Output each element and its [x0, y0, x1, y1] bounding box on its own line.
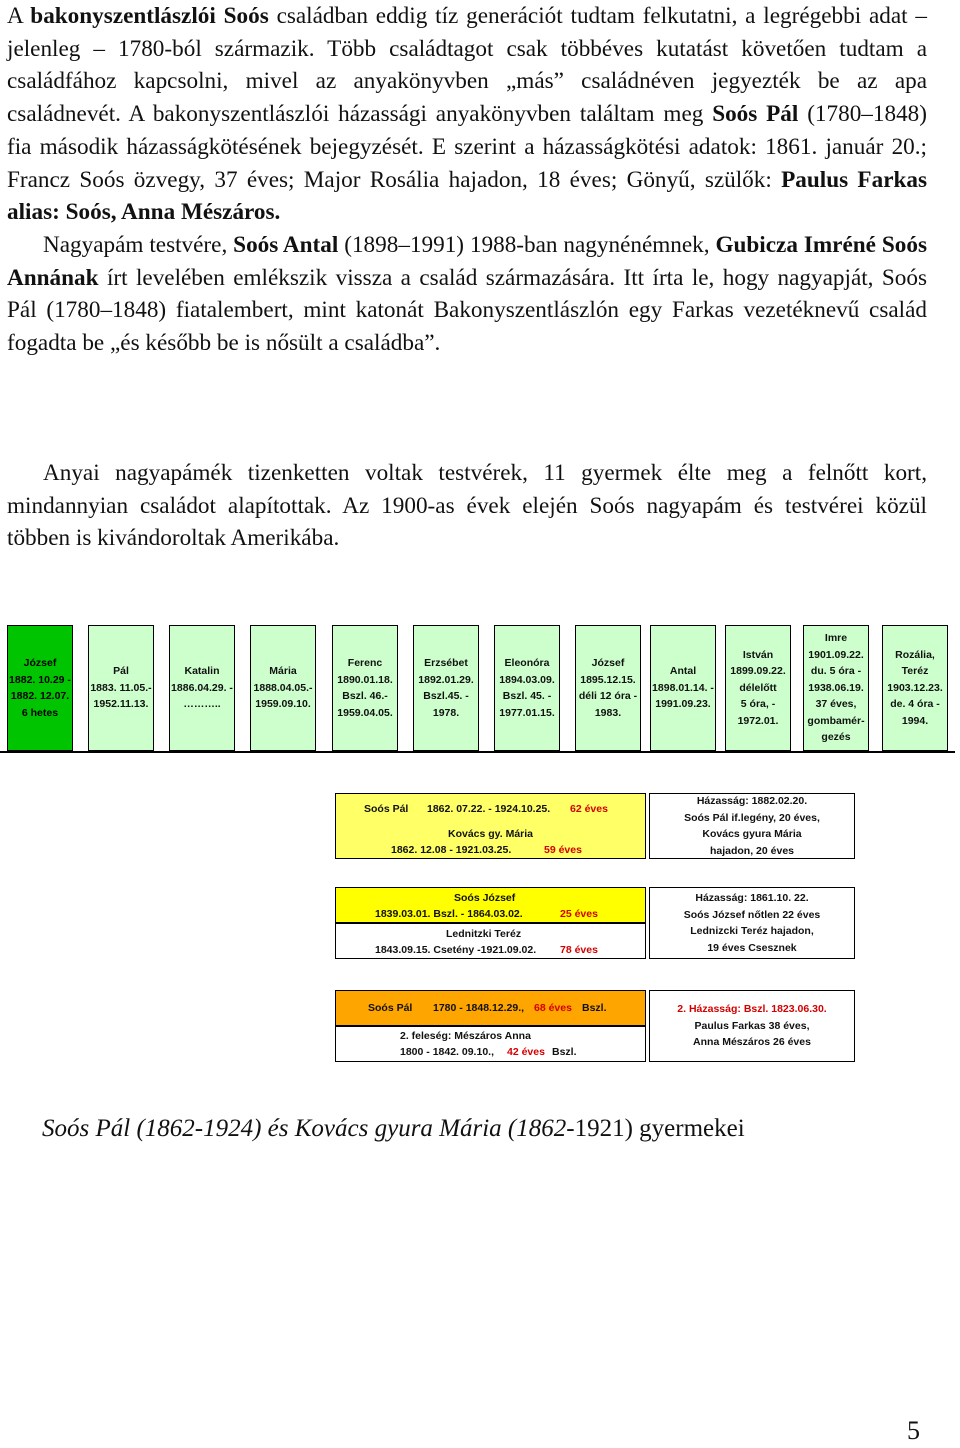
child-box-jozsef-1895: József 1895.12.15. déli 12 óra - 1983.	[575, 625, 641, 751]
gen1-marriage-box	[649, 793, 855, 859]
gen3-marriage-box	[649, 990, 855, 1062]
child-box-eleonora: Eleonóra 1894.03.09. Bszl. 45. - 1977.01.15.	[494, 625, 560, 751]
bold-run: bakonyszentlászlói Soós	[30, 3, 269, 29]
text-run: Nagyapám testvére,	[43, 231, 234, 258]
gen2-husband-box	[335, 887, 646, 923]
marriage-line: Anna Mészáros 26 éves	[693, 1036, 811, 1049]
gen1-spouse-age: 59 éves	[544, 844, 582, 856]
child-box-ferenc: Ferenc 1890.01.18. Bszl. 46.- 1959.04.05.	[332, 625, 398, 751]
paragraph-text: Anyai nagyapámék tizenketten voltak testvérek, 11 gyermek élte meg a felnőtt kort, mindannyian családot alapítottak. Az 1900-as évek elején Soós nagyapám és testvérei közül többen is kivándoroltak Amerikába.	[7, 460, 927, 552]
child-box-rozalia: Rozália, Teréz 1903.12.23. de. 4 óra - 1994.	[882, 625, 948, 751]
gen1-dates: 1862. 07.22. - 1924.10.25.	[427, 803, 551, 815]
caption-tail: -1921) gyermekei	[566, 1115, 745, 1142]
page-number: 5	[907, 1416, 920, 1445]
marriage-line: hajadon, 20 éves	[709, 844, 795, 857]
gen3-husband-box	[335, 990, 646, 1026]
gen1-age: 62 éves	[570, 803, 608, 815]
gen2-dates: 1839.03.01. Bszl. - 1864.03.02.	[375, 908, 523, 920]
text-run: (1898–1991) 1988-ban nagynénémnek,	[338, 231, 716, 258]
intro-paragraph	[7, 0, 927, 360]
child-box-katalin: Katalin 1886.04.29. - ………..	[169, 625, 235, 751]
child-box-pal: Pál 1883. 11.05.- 1952.11.13.	[88, 625, 154, 751]
gen2-marriage-box	[649, 887, 855, 959]
gen1-spouse: Kovács gy. Mária	[448, 828, 534, 840]
gen1-couple-box	[335, 793, 646, 859]
emigration-paragraph	[7, 457, 927, 555]
gen3-name: Soós Pál	[368, 1002, 413, 1014]
bold-run: Soós Pál	[712, 101, 799, 128]
gen2-age: 25 éves	[560, 908, 598, 920]
bold-run: Soós Antal	[233, 231, 339, 258]
marriage-line: Kovács gyura Mária	[702, 828, 802, 840]
gen2-spouse: Lednitzki Teréz	[446, 928, 522, 940]
gen1-name: Soós Pál	[364, 803, 409, 815]
bold-run: Gubicza Imréné Soós Annának	[7, 231, 927, 291]
gen3-wife-box	[335, 1026, 646, 1062]
child-box-jozsef-1882: József 1882. 10.29 - 1882. 12.07. 6 hetes	[7, 625, 73, 751]
marriage-line: Paulus Farkas 38 éves,	[694, 1019, 810, 1032]
text-run: A	[7, 3, 31, 29]
child-box-maria: Mária 1888.04.05.- 1959.09.10.	[250, 625, 316, 751]
marriage-line: 19 éves Csesznek	[707, 941, 797, 954]
connector-line	[0, 751, 955, 753]
figure-caption	[42, 1115, 745, 1143]
letter-paragraph	[7, 229, 927, 360]
text-run: írt levelében emlékszik vissza a család származására. Itt írta le, hogy nagyapját, Soós Pál (1780–1848) fiatalembert, mint katonát Bakonyszentlászlón egy Farkas vezetéknevű család fogadta be „és később be is nősült a családba”.	[7, 264, 927, 357]
child-box-istvan: István 1899.09.22. délelőtt 5 óra, - 1972.01.	[725, 625, 791, 751]
marriage-line: Soós József nőtlen 22 éves	[683, 908, 821, 921]
child-box-imre: Imre 1901.09.22. du. 5 óra - 1938.06.19. 37 éves, gombamér- gezés	[803, 625, 869, 751]
text-run: (1780–1848) fia második házasságkötésének bejegyzését. E szerint a házasságkötési adatok: 1861. január 20.; Francz Soós özvegy, 37 éves; Major Rosália hajadon, 18 éves; Gönyű, szülők:	[7, 101, 927, 193]
gen2-spouse-dates: 1843.09.15. Csetény -1921.09.02.	[375, 944, 537, 956]
marriage-line: Soós Pál if.legény, 20 éves,	[684, 811, 820, 824]
child-box-erzsebet: Erzsébet 1892.01.29. Bszl.45. - 1978.	[413, 625, 479, 751]
marriage-line: Lednizcki Teréz hajadon,	[690, 925, 814, 937]
marriage-line: Házasság: 1861.10. 22.	[695, 892, 809, 904]
gen3-spouse-dates: 1800 - 1842. 09.10.,	[400, 1046, 494, 1058]
gen3-age: 68 éves	[534, 1002, 572, 1014]
gen2-name: Soós József	[454, 892, 516, 904]
child-box-antal: Antal 1898.01.14. - 1991.09.23.	[650, 625, 716, 751]
bold-run: Paulus Farkas alias: Soós, Anna Mészáros.	[7, 166, 927, 226]
text-run: családban eddig tíz generációt tudtam felkutatni, a legrégebbi adat – jelenleg – 1780-ból származik. Több családtagot csak többéves kutatást követően tudtam a családfához kapcsolni, mivel az anyakönyvben „más” családnéven jegyezték be az apa családnevét. A bakonyszentlászlói házassági anyakönyvben találtam meg	[7, 3, 927, 128]
caption-italic: Soós Pál (1862-1924) és Kovács gyura Mária (1862	[42, 1115, 567, 1142]
gen2-spouse-age: 78 éves	[560, 944, 598, 956]
gen3-spouse-age: 42 éves	[507, 1046, 545, 1058]
gen2-wife-box	[335, 923, 646, 959]
marriage-title: 2. Házasság: Bszl. 1823.06.30.	[677, 1003, 827, 1016]
marriage-line: Házasság: 1882.02.20.	[696, 795, 808, 807]
gen1-spouse-dates: 1862. 12.08 - 1921.03.25.	[391, 844, 512, 856]
gen3-spouse: 2. feleség: Mészáros Anna	[400, 1030, 531, 1042]
gen3-dates: 1780 - 1848.12.29.,	[433, 1002, 525, 1014]
gen3-place: Bszl.	[582, 1002, 607, 1014]
family-tree	[0, 600, 960, 1080]
gen3-spouse-place: Bszl.	[552, 1046, 577, 1058]
